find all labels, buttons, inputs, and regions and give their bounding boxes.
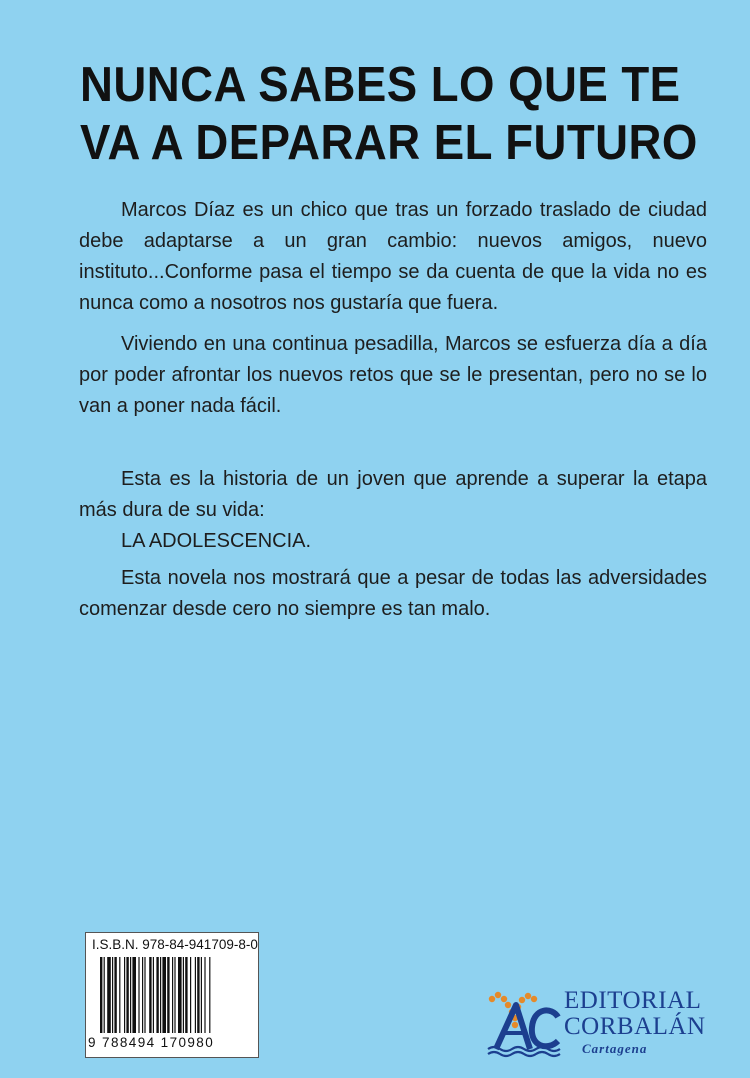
barcode-digits: 9 788494 170980 xyxy=(88,1035,215,1050)
synopsis-paragraph-1: Marcos Díaz es un chico que tras un forzado traslado de ciudad debe adaptarse a un gran cambio: nuevos amigos, nuevo instituto...Conforme pasa el tiempo se da cuenta de que la vida no es nunca como a nosotros nos gustaría que fuera. xyxy=(79,199,707,314)
synopsis-paragraph-3: Esta es la historia de un joven que aprende a superar la etapa más dura de su vida: xyxy=(79,468,707,521)
synopsis-paragraph-2: Viviendo en una continua pesadilla, Marcos se esfuerza día a día por poder afrontar los nuevos retos que se le presentan, pero no se lo van a poner nada fácil. xyxy=(79,333,707,417)
publisher-city: Cartagena xyxy=(582,1041,648,1056)
publisher-logo xyxy=(482,985,712,1065)
isbn-label: I.S.B.N. 978-84-941709-8-0 xyxy=(92,937,258,952)
back-cover-headline xyxy=(80,56,698,172)
publisher-name-line-2: CORBALÁN xyxy=(564,1013,706,1040)
publisher-name-line-1: EDITORIAL xyxy=(564,987,702,1014)
synopsis-paragraph-4: LA ADOLESCENCIA. xyxy=(121,530,312,552)
yac-logo-icon xyxy=(482,987,564,1059)
headline-line-1: NUNCA SABES LO QUE TE xyxy=(80,58,681,112)
barcode-bars-icon xyxy=(100,957,248,1033)
headline-line-2: VA A DEPARAR EL FUTURO xyxy=(80,116,698,170)
isbn-barcode xyxy=(85,932,259,1058)
synopsis-paragraph-5: Esta novela nos mostrará que a pesar de todas las adversidades comenzar desde cero no siempre es tan malo. xyxy=(79,567,707,620)
synopsis xyxy=(79,195,707,625)
